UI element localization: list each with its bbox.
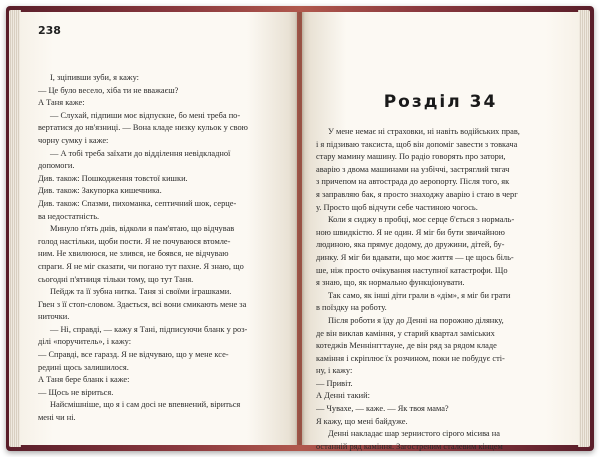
text-line: допомоги. bbox=[38, 161, 75, 171]
text-line: ним. Не хвилююся, не злився, не боявся, не відчуваю bbox=[38, 249, 229, 259]
text-line: — Це було весело, хіба ти не вважаєш? bbox=[38, 85, 179, 95]
text-line: — Привіт. bbox=[316, 378, 353, 388]
text-line: ниточки. bbox=[38, 312, 70, 322]
right-page-edges bbox=[578, 10, 590, 447]
text-line: останній ряд каміння. Загостреним сталевим кінцем bbox=[316, 441, 503, 451]
text-line: ну, і кажу: bbox=[316, 366, 353, 376]
text-line: — Ні, справді, — кажу я Тані, підписуючи бланк у роз- bbox=[50, 324, 248, 334]
text-line: стару мамину машину. По радіо говорять про затори, bbox=[316, 152, 506, 162]
text-line: вертатися до нв'язниці. — Вона кладе низку кульок у свою bbox=[38, 123, 248, 133]
text-line: А Таня бере бланк і каже: bbox=[38, 375, 130, 385]
text-line: я заправляю бак, я просто знаходжу аварію і стаю в черг bbox=[316, 189, 518, 199]
text-line: Після роботи я їду до Денні на порожню ділянку, bbox=[328, 315, 504, 325]
text-line: ше, ніж просто очікування наступної катастрофи. Що bbox=[316, 265, 508, 275]
text-line: аварію з двома машинами на узбіччі, застряглий тягач bbox=[316, 164, 510, 174]
book-spine-gutter bbox=[295, 12, 305, 445]
text-line: Так само, як інші діти грали в «дім», я міг би грати bbox=[328, 290, 511, 300]
text-line: сьогодні п'ятниця тільки тому, що тут Таня. bbox=[38, 274, 194, 284]
text-line: — Чувахе, — каже. — Як твоя мама? bbox=[316, 404, 449, 414]
text-line: Коли я сиджу в пробці, моє серце б'ється з нормаль- bbox=[328, 215, 515, 225]
text-line: — А тобі треба заїхати до відділення невідкладної bbox=[50, 148, 231, 158]
text-line: у. Просто щоб відчути себе частиною чогось. bbox=[316, 202, 478, 212]
text-line: — Слухай, підпиши моє відпускне, бо мені треба по- bbox=[50, 110, 241, 120]
text-line: мені чи ні. bbox=[38, 413, 76, 423]
text-line: каміння і скріплює їх розчином, поки не побудує сті- bbox=[316, 353, 505, 363]
text-line: і я підзиваю таксиста, щоб він допоміг завести з товкача bbox=[316, 139, 518, 149]
text-line: де він виклав каміння, у старий квартал заміських bbox=[316, 328, 495, 338]
chapter-title: Розділ 34 bbox=[383, 92, 498, 112]
text-line: А Денні такий: bbox=[316, 391, 370, 401]
text-line: спраги. Я не міг сказати, чи погано тут пахне. Я знаю, що bbox=[38, 261, 244, 271]
text-line: Я кажу, що мені байдуже. bbox=[316, 416, 408, 426]
text-line: Минуло п'ять днів, відколи я пам'ятаю, що відчував bbox=[50, 224, 235, 234]
text-line: А Таня каже: bbox=[38, 98, 85, 108]
text-line: з причепом на автострада до аеропорту. Після того, як bbox=[316, 177, 510, 187]
text-line: У мене немає ні страховки, ні навіть водійських прав, bbox=[328, 127, 520, 136]
text-line: я знаю, що, як нормально функціонувати. bbox=[316, 278, 465, 288]
text-line: динку. Я міг би вдавати, що моє життя — це щось біль- bbox=[316, 252, 514, 262]
text-line: — Щось не віриться. bbox=[38, 387, 114, 397]
right-page-text bbox=[316, 126, 570, 453]
text-line: голод настільки, щоби пости. Я не почуваюся втомле- bbox=[38, 236, 231, 246]
page-number-left: 238 bbox=[38, 24, 61, 37]
text-line: Див. також: Закупорка кишечника. bbox=[38, 186, 162, 196]
text-line: Пейдж та її зубна нитка. Таня зі своїми іграшками. bbox=[50, 287, 232, 297]
text-line: Див. також: Спазми, пихоманка, септичний шок, серце- bbox=[38, 198, 237, 208]
left-page-text bbox=[38, 72, 290, 425]
text-line: — Справді, все гаразд. Я не відчуваю, що у мене ксе- bbox=[38, 350, 229, 360]
text-line: в поїздку на роботу. bbox=[316, 303, 387, 313]
text-line: Найсмішніше, що я і сам досі не впевнений, віриться bbox=[50, 400, 241, 410]
text-line: Див. також: Пошкодження товстої кишки. bbox=[38, 173, 188, 183]
text-line: ва недостатність. bbox=[38, 211, 100, 221]
text-line: Гвен з її стоп-словом. Здається, всі вони смикають мене за bbox=[38, 299, 247, 309]
text-line: людиною, яка прямує додому, до дружини, дітей, бу- bbox=[316, 240, 505, 250]
text-line: редині щось залишилося. bbox=[38, 362, 129, 372]
text-line: ною швидкістю. Я не один. Я міг би бути звичайною bbox=[316, 227, 505, 237]
text-line: котеджів Меннінггтауне, де він ряд за рядом кладе bbox=[316, 341, 497, 351]
text-line: чорну сумку і каже: bbox=[38, 135, 109, 145]
text-line: І, зціпивши зуби, я кажу: bbox=[50, 73, 139, 82]
text-line: Денні накладає шар зернистого сірого місива на bbox=[328, 429, 500, 439]
text-line: ділі «поручитель», і кажу: bbox=[38, 337, 132, 347]
